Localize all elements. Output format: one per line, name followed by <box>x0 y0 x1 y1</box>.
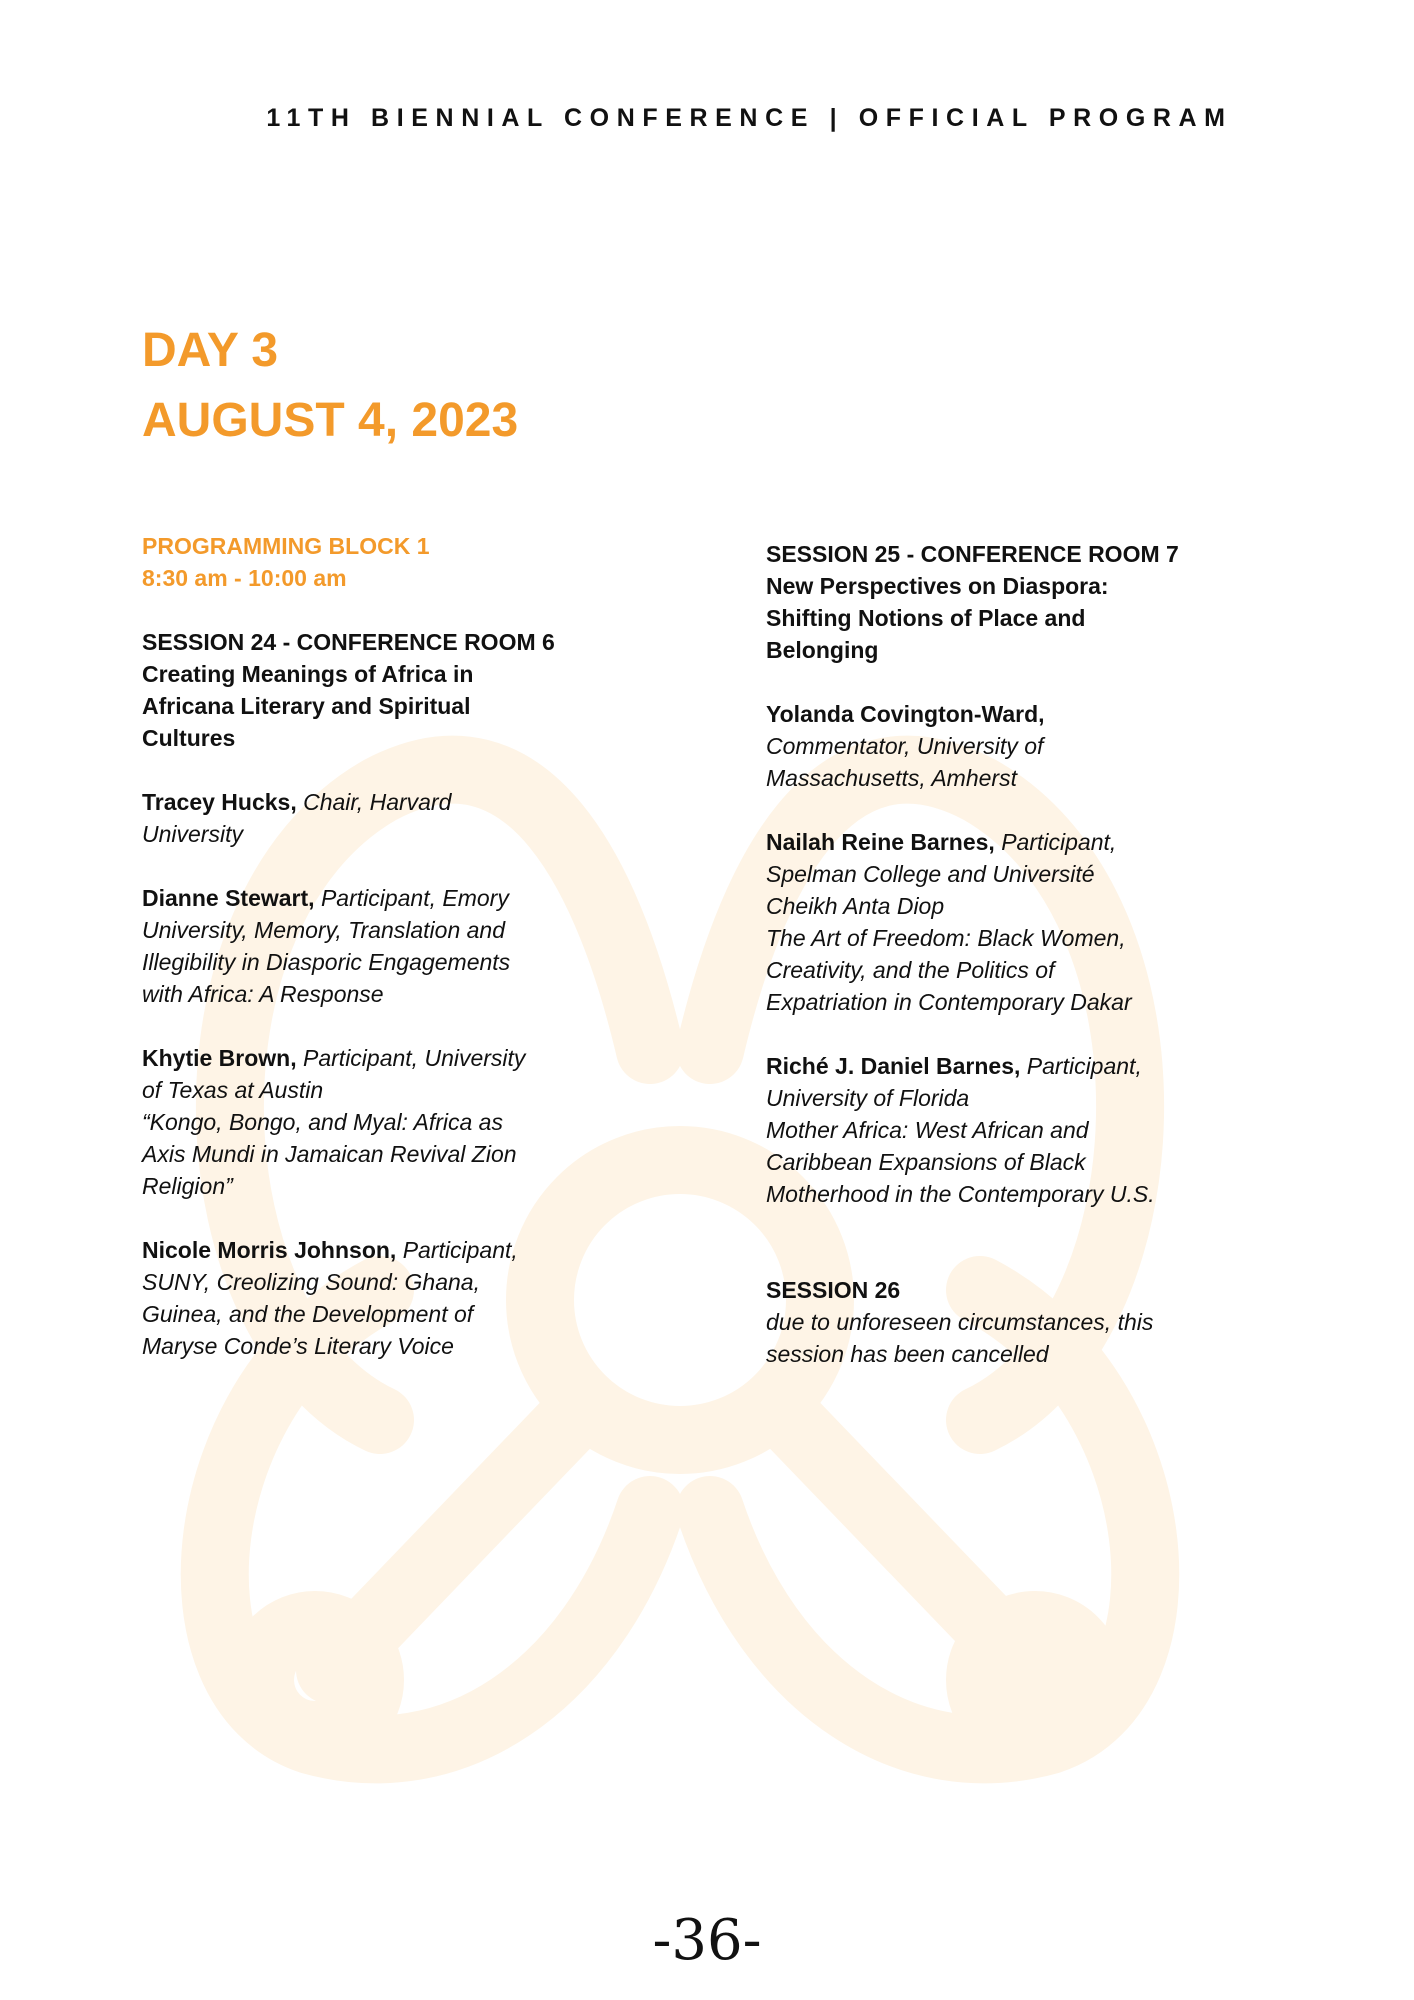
session-25-title-line: Belonging <box>766 637 879 663</box>
participant-detail: University of Florida <box>766 1085 970 1111</box>
participant-detail: SUNY, Creolizing Sound: Ghana, <box>142 1269 480 1295</box>
session-24-title-line: Creating Meanings of Africa in <box>142 661 474 687</box>
participant-detail: of Texas at Austin <box>142 1077 324 1103</box>
session-24-header <box>142 626 612 754</box>
participant-detail: Maryse Conde’s Literary Voice <box>142 1333 454 1359</box>
day-number: DAY 3 <box>142 324 279 377</box>
right-column <box>766 538 1266 1402</box>
session-26-note: due to unforeseen circumstances, this <box>766 1309 1154 1335</box>
participant-name: Yolanda Covington-Ward, <box>766 701 1045 727</box>
participant-entry <box>142 786 612 850</box>
participant-name: Khytie Brown, <box>142 1045 297 1071</box>
programming-block <box>142 530 612 594</box>
participant-name: Nicole Morris Johnson, <box>142 1237 397 1263</box>
participant-detail: University, Memory, Translation and <box>142 917 506 943</box>
participant-entry <box>142 1042 612 1202</box>
participant-detail: Participant, University <box>303 1045 526 1071</box>
left-column <box>142 530 612 1394</box>
participant-detail: Motherhood in the Contemporary U.S. <box>766 1181 1155 1207</box>
participant-detail: Participant, Emory <box>320 885 509 911</box>
session-24-title-line: Africana Literary and Spiritual <box>142 693 471 719</box>
participant-detail: Expatriation in Contemporary Dakar <box>766 989 1132 1015</box>
program-header: 11TH BIENNIAL CONFERENCE | OFFICIAL PROGRAM <box>266 104 1233 132</box>
session-26-heading: SESSION 26 <box>766 1277 901 1303</box>
participant-detail: Participant, <box>1026 1053 1142 1079</box>
participant-detail: Massachusetts, Amherst <box>766 765 1017 791</box>
block-time: 8:30 am - 10:00 am <box>142 565 347 591</box>
block-title: PROGRAMMING BLOCK 1 <box>142 533 430 559</box>
participant-entry <box>142 882 612 1010</box>
participant-detail: Axis Mundi in Jamaican Revival Zion <box>142 1141 517 1167</box>
participant-detail: Cheikh Anta Diop <box>766 893 945 919</box>
participant-detail: Guinea, and the Development of <box>142 1301 474 1327</box>
participant-name: Dianne Stewart, <box>142 885 315 911</box>
page-number: -36- <box>652 1908 762 1973</box>
participant-entry <box>766 826 1266 1018</box>
participant-detail: Creativity, and the Politics of <box>766 957 1055 983</box>
session-24-heading: SESSION 24 - CONFERENCE ROOM 6 <box>142 629 555 655</box>
participant-detail: Religion” <box>142 1173 233 1199</box>
participant-name: Riché J. Daniel Barnes, <box>766 1053 1021 1079</box>
participant-detail: “Kongo, Bongo, and Myal: Africa as <box>142 1109 503 1135</box>
day-title <box>142 316 518 456</box>
participant-detail: The Art of Freedom: Black Women, <box>766 925 1126 951</box>
session-25-title-line: Shifting Notions of Place and <box>766 605 1086 631</box>
participant-entry <box>766 1050 1266 1210</box>
participant-name: Tracey Hucks, <box>142 789 297 815</box>
participant-detail: Mother Africa: West African and <box>766 1117 1089 1143</box>
session-24-title-line: Cultures <box>142 725 236 751</box>
participant-detail: Participant, <box>402 1237 518 1263</box>
session-25-header <box>766 538 1266 666</box>
participant-detail: Illegibility in Diasporic Engagements <box>142 949 511 975</box>
participant-detail: Caribbean Expansions of Black <box>766 1149 1086 1175</box>
session-26-note: session has been cancelled <box>766 1341 1049 1367</box>
session-25-title-line: New Perspectives on Diaspora: <box>766 573 1109 599</box>
session-25-heading: SESSION 25 - CONFERENCE ROOM 7 <box>766 541 1179 567</box>
participant-entry <box>142 1234 612 1362</box>
participant-entry <box>766 698 1266 794</box>
participant-detail: Commentator, University of <box>766 733 1044 759</box>
participant-detail: Spelman College and Université <box>766 861 1095 887</box>
participant-detail: Chair, Harvard <box>303 789 452 815</box>
participant-name: Nailah Reine Barnes, <box>766 829 995 855</box>
participant-detail: University <box>142 821 243 847</box>
participant-detail: with Africa: A Response <box>142 981 384 1007</box>
day-date: AUGUST 4, 2023 <box>142 394 519 447</box>
participant-detail: Participant, <box>1001 829 1117 855</box>
spacer <box>766 1242 1266 1274</box>
session-26 <box>766 1274 1266 1370</box>
